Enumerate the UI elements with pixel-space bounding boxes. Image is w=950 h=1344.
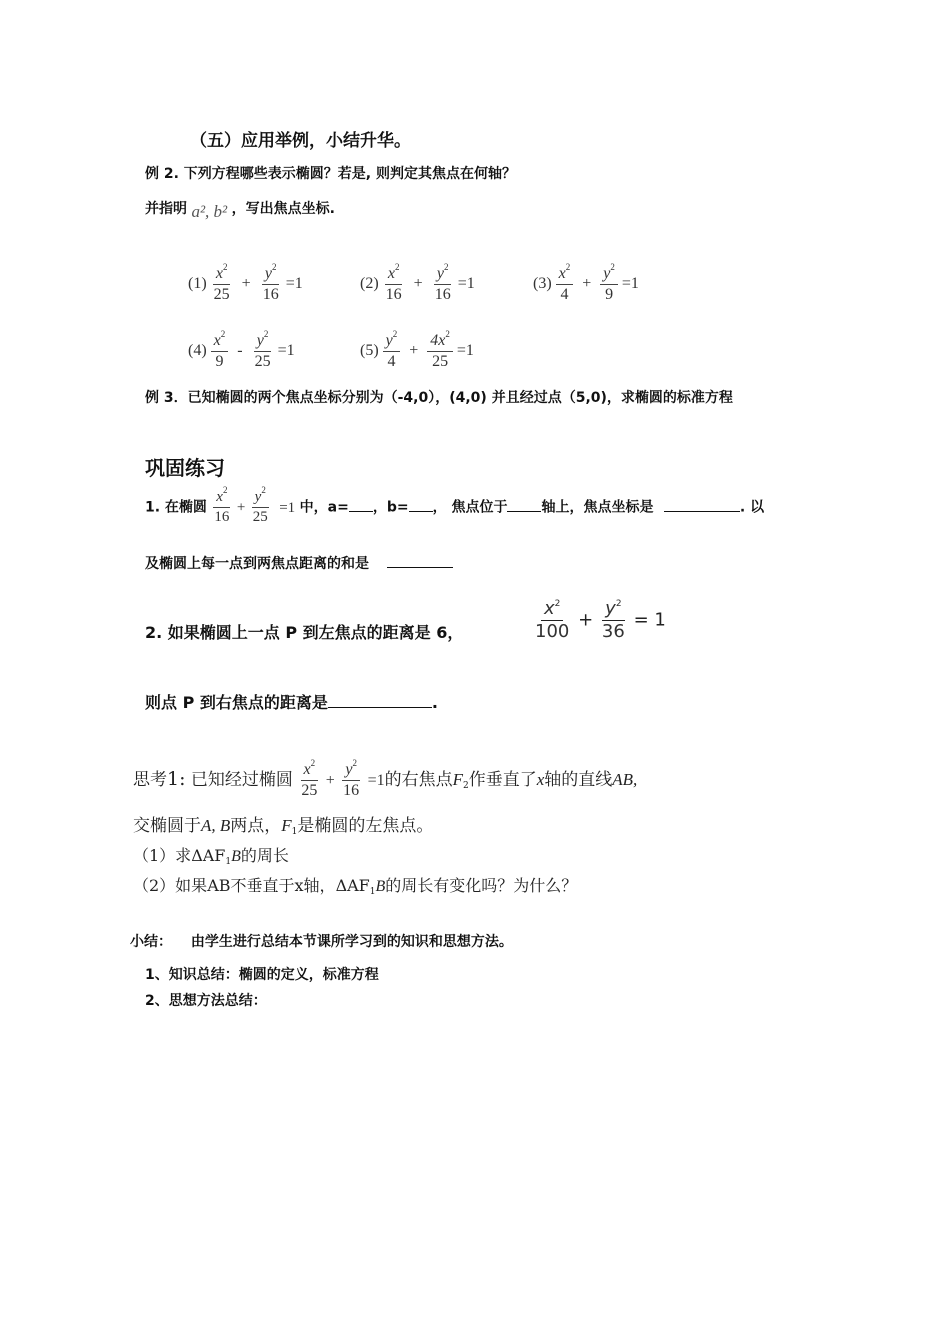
think-question-1: （1）求$\Delta AF_1B$的周长: [133, 846, 289, 867]
summary-text: 由学生进行总结本节课所学习到的知识和思想方法。: [190, 934, 513, 950]
summary-item-2: 2、思想方法总结：: [145, 993, 267, 1009]
equation-3: (3) $\frac{x^2}{4}$ + $\frac{y^2}{9}$ =1: [533, 262, 639, 303]
example2-line2-suffix: ，写出焦点坐标.: [231, 201, 335, 217]
equation-label: (4): [188, 342, 207, 360]
practice-q1-line1: 1. 在椭圆 $\frac{x^2}{16}$ + $\frac{y^2}{25}$ =1 中，a= ，b= ， 焦点位于 轴上，焦点坐标是 . 以: [145, 485, 765, 525]
blank-b: [409, 510, 433, 512]
example3-text: 例 3．已知椭圆的两个焦点坐标分别为（-4,0），(4,0) 并且经过点（5,0)，求椭圆的标准方程: [145, 390, 733, 406]
equation-label: (5): [360, 342, 379, 360]
summary-label: 小结：: [130, 934, 172, 950]
blank-foci: [664, 510, 740, 512]
blank-a: [349, 510, 373, 512]
practice-heading: 巩固练习: [145, 456, 225, 480]
equation-label: (2): [360, 275, 379, 293]
example2-line2: [145, 198, 335, 221]
summary-item-1: 1、知识总结：椭圆的定义，标准方程: [145, 967, 379, 983]
summary-line: [130, 931, 513, 951]
example2-line2-prefix: 并指明: [145, 201, 187, 217]
example2-line2-math: a², b²: [191, 202, 228, 221]
q1-prefix: 1. 在椭圆: [145, 499, 207, 516]
think-line2: 交椭圆于A, B两点，$F_1$是椭圆的左焦点。: [133, 816, 434, 837]
practice-q2-line1: 2. 如果椭圆上一点 P 到左焦点的距离是 6，: [145, 623, 464, 642]
section-heading: （五）应用举例，小结升华。: [190, 131, 411, 151]
practice-q1-line2: 及椭圆上每一点到两焦点距离的和是: [145, 553, 453, 573]
equation-label: (3): [533, 275, 552, 293]
equation-label: (1): [188, 275, 207, 293]
example2-question: 例 2. 下列方程哪些表示椭圆？若是, 则判定其焦点在何轴？: [145, 166, 516, 182]
practice-q2-line2: 则点 P 到右焦点的距离是 .: [145, 693, 438, 712]
equation-4: (4) $\frac{x^2}{9}$ - $\frac{y^2}{25}$ =1: [188, 329, 295, 370]
think-label: 思考: [133, 770, 167, 790]
equation-1: (1) $\frac{x^2}{25}$ + $\frac{y^2}{16}$ =1: [188, 262, 303, 303]
blank-right-focus-distance: [328, 706, 432, 708]
equation-5: (5) $\frac{y^2}{4}$ + $\frac{4x^2}{25}$ =1: [360, 329, 474, 370]
equation-2: (2) $\frac{x^2}{16}$ + $\frac{y^2}{16}$ =1: [360, 262, 475, 303]
think-question-2: （2）如果AB不垂直于x轴，$\Delta AF_1B$的周长有变化吗？为什么？: [133, 876, 578, 897]
blank-axis: [507, 510, 541, 512]
blank-distance-sum: [387, 566, 453, 568]
practice-q2-equation: $\frac{x^2}{100}$ + $\frac{y^2}{36}$ = 1: [535, 598, 666, 642]
think-line1: 思考1: 已知经过椭圆 $\frac{x^2}{25}$ + $\frac{y^2}{16}$ =1的右焦点$F_2$作垂直了x轴的直线AB,: [133, 758, 638, 799]
